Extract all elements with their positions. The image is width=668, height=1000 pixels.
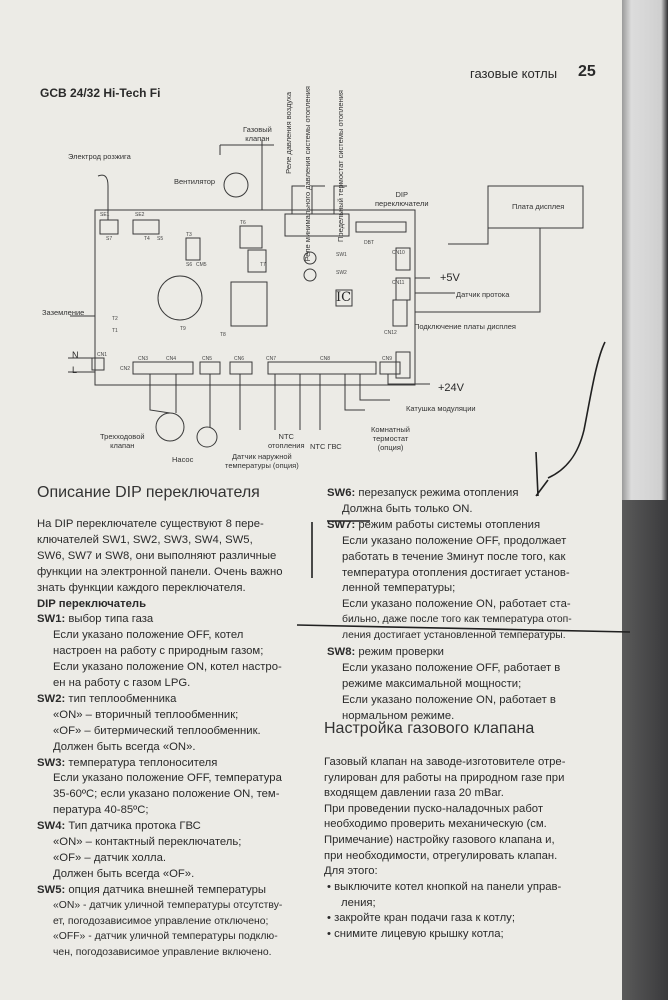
component-code: CM5: [196, 262, 207, 268]
line-text: входящем давлении газа 20 mBar.: [324, 787, 504, 800]
text-line: [53, 786, 279, 802]
label-dip-switches: DIP переключатели: [375, 190, 429, 208]
component-code: T7: [260, 262, 266, 268]
component-code: SW2: [336, 270, 347, 276]
line-text: при необходимости, отрегулировать клапан.: [324, 849, 558, 862]
component-code: S5: [157, 236, 164, 242]
component-code: T3: [186, 232, 192, 238]
line-text: Если указано положение OFF, работает в: [342, 661, 561, 674]
bullet-text: • выключите котел кнопкой на панели управ-: [327, 881, 562, 893]
text-line: [37, 548, 276, 564]
text-line: [37, 516, 264, 532]
text-line: [53, 770, 282, 786]
line-text: ет, погодозависимое управление отключено;: [53, 915, 269, 927]
label-gas-valve: Газовый клапан: [243, 125, 272, 143]
line-text: SW6, SW7 и SW8, они выполняют различные: [37, 549, 277, 562]
text-line: [53, 945, 272, 961]
component-code: CN7: [266, 356, 277, 362]
text-line: [324, 863, 378, 879]
component-code: CN2: [120, 366, 131, 372]
component-code: T6: [240, 220, 246, 226]
line-text: DIP переключатель: [37, 597, 147, 610]
component-code: T8: [220, 332, 226, 338]
switch-line: [327, 485, 518, 501]
three-way-valve-symbol: [156, 413, 184, 441]
line-text: ленной температуры;: [342, 582, 456, 595]
line-text: выбор типа газа: [65, 613, 154, 626]
label-ic: IC: [336, 290, 352, 305]
line-text: ления достигает установленной температуры.: [342, 630, 566, 642]
component-code: CN1: [97, 352, 108, 358]
bullet-text: • закройте кран подачи газа к котлу;: [327, 912, 515, 925]
line-text: «OF» – датчик холла.: [53, 851, 167, 864]
component-code: SE2: [135, 212, 145, 218]
text-line: [53, 659, 282, 675]
component-code: T9: [180, 326, 186, 332]
text-line: [324, 801, 543, 817]
component-code: CN9: [382, 356, 393, 362]
line-text: режим проверки: [355, 646, 444, 658]
line-text: Должен быть всегда «OF».: [53, 867, 195, 880]
component-code: CN3: [138, 356, 149, 362]
switch-code: SW1:: [37, 613, 66, 626]
switch-code: SW5:: [37, 883, 66, 896]
line-text: нормальном режиме.: [342, 709, 455, 722]
component-code: T2: [112, 316, 118, 322]
text-line: [53, 802, 149, 818]
label-display-board: Плата дисплея: [512, 202, 565, 211]
model-title: GCB 24/32 Hi-Tech Fi: [40, 86, 161, 100]
line-text: Если указано положение ON, работает в: [342, 693, 556, 706]
line-text: знать функции каждого переключателя.: [37, 581, 246, 594]
text-line: [37, 532, 253, 548]
text-line: [342, 596, 571, 612]
label-outdoor-sensor: Датчик наружной температуры (опция): [225, 452, 299, 470]
text-line: [342, 501, 473, 517]
component-code: T4: [144, 236, 150, 242]
component-code: CN10: [392, 250, 405, 256]
text-line: [53, 834, 241, 850]
text-line: [342, 692, 556, 708]
line-text: Должен быть всегда «ON».: [53, 740, 196, 753]
text-line: [342, 660, 560, 676]
component-code: CN8: [320, 356, 331, 362]
line-text: работать в течение 3минут после того, как: [342, 550, 566, 563]
pump-symbol: [197, 427, 217, 447]
line-text: гулирован для работы на природном газе при: [324, 771, 565, 784]
switch-line: [37, 882, 266, 898]
text-line: [53, 675, 190, 691]
line-text: тип теплообменника: [65, 692, 177, 705]
switch-code: SW4:: [37, 820, 66, 833]
text-line: [342, 533, 566, 549]
label-plus-24v: +24V: [438, 382, 464, 394]
line-text: чен, погодозависимое управление включено.: [53, 947, 272, 959]
component-code: T1: [112, 328, 118, 334]
label-three-way-valve: Трехходовой клапан: [100, 432, 145, 450]
text-line: [324, 816, 547, 832]
text-line: [53, 643, 263, 659]
text-line: [53, 723, 261, 739]
label-modulation-coil: Катушка модуляции: [406, 404, 476, 413]
text-line: [53, 929, 278, 945]
line-text: На DIP переключателе существуют 8 пере-: [37, 518, 264, 530]
label-display-connection: Подключение платы дисплея: [414, 322, 516, 331]
dip-heading: Описание DIP переключателя: [37, 484, 260, 501]
bullet-text: • снимите лицевую крышку котла;: [327, 927, 504, 940]
line-text: пература 40-85ºC;: [53, 804, 149, 817]
component-code: CN11: [392, 280, 405, 286]
line-text: функции на электронной панели. Очень важно: [37, 565, 283, 578]
label-l: L: [72, 365, 78, 375]
text-line: [324, 770, 564, 786]
line-text: Должна быть только ON.: [342, 502, 473, 515]
line-text: «OFF» - датчик уличной температуры подклю-: [53, 931, 278, 943]
line-text: Примечание) настройку газового клапана и,: [324, 834, 555, 846]
line-text: Тип датчика протока ГВС: [65, 820, 201, 833]
switch-line: [37, 818, 201, 834]
text-line: [53, 898, 282, 914]
text-line: [37, 564, 282, 580]
label-ignition-electrode: Электрод розжига: [68, 152, 131, 161]
line-text: режиме максимальной мощности;: [342, 677, 522, 690]
line-text: Если указано положение OFF, котел: [53, 629, 244, 642]
text-line: [53, 850, 166, 866]
bullet-line: [341, 895, 376, 911]
switch-code: SW3:: [37, 756, 66, 769]
line-text: температура отопления достигает установ-: [342, 566, 570, 579]
text-line: [342, 628, 566, 644]
label-ntc-heating: NTC отопления: [268, 432, 305, 450]
line-text: настроен на работу с природным газом;: [53, 645, 264, 658]
line-text: опция датчика внешней температуры: [65, 883, 267, 896]
line-text: «ON» – вторичный теплообменник;: [53, 708, 239, 721]
switch-code: SW2:: [37, 692, 66, 705]
line-text: Если указано положение ON, работает ста-: [342, 598, 571, 611]
text-line: [53, 627, 243, 643]
component-code: DBT: [364, 240, 374, 246]
switch-line: [37, 691, 176, 707]
component-code: CN12: [384, 330, 397, 336]
label-pump: Насос: [172, 455, 194, 464]
label-air-pressure-relay: Реле давления воздуха: [284, 92, 293, 174]
label-limit-thermostat: Предельный термостат системы отопления: [336, 90, 345, 242]
text-line: [53, 866, 194, 882]
line-text: Для этого:: [324, 865, 378, 878]
text-line: [53, 707, 238, 723]
line-text: Если указано положение ON, котел настро-: [53, 661, 282, 674]
line-text: ен на работу с газом LPG.: [53, 677, 191, 689]
text-line: [53, 914, 268, 930]
capacitor-c7: [158, 276, 202, 320]
text-line: [342, 580, 455, 596]
line-text: «OF» – битермический теплообменник.: [53, 724, 261, 737]
page-number: 25: [578, 63, 596, 80]
component-code: SW1: [336, 252, 347, 258]
line-text: «ON» - датчик уличной температуры отсутству-: [53, 899, 283, 911]
text-line: [342, 549, 565, 565]
text-line: [37, 580, 246, 596]
component-code: CN5: [202, 356, 213, 362]
label-room-thermostat: Комнатный термостат (опция): [371, 425, 411, 452]
line-text: Газовый клапан на заводе-изготовителе отре-: [324, 756, 566, 768]
text-line: [324, 785, 504, 801]
line-text: Если указано положение OFF, температура: [53, 772, 282, 785]
line-text: необходимо проверить механическую (см.: [324, 818, 547, 831]
component-code: SE1: [100, 212, 110, 218]
bullet-text: ления;: [341, 896, 376, 909]
text-line: [53, 739, 196, 755]
bullet-line: [327, 879, 561, 895]
bullet-line: [327, 910, 515, 926]
text-line: [324, 832, 555, 848]
bullet-line: [327, 926, 504, 942]
line-text: бильно, даже после того как температура отоп-: [342, 614, 572, 626]
label-fan: Вентилятор: [174, 177, 216, 186]
switch-code: SW7:: [327, 518, 356, 531]
line-text: Если указано положение OFF, продолжает: [342, 534, 567, 547]
line-text: режим работы системы отопления: [355, 518, 541, 531]
label-flow-sensor: Датчик протока: [456, 290, 510, 299]
fan-symbol: [224, 173, 248, 197]
line-text: ключателей SW1, SW2, SW3, SW4, SW5,: [37, 533, 253, 546]
text-line: [342, 612, 572, 628]
text-line: [342, 676, 521, 692]
switch-line: [37, 755, 217, 771]
label-min-pressure-relay: Реле минимального давления системы отопления: [303, 86, 312, 262]
component-code: CN4: [166, 356, 177, 362]
switch-code: SW8:: [327, 646, 356, 658]
label-ntc-dhw: NTC ГВС: [310, 442, 342, 451]
text-line: [37, 596, 146, 612]
switch-line: [327, 644, 444, 660]
text-line: [342, 565, 570, 581]
text-line: [324, 754, 565, 770]
line-text: «ON» – контактный переключатель;: [53, 836, 242, 848]
transformer: [231, 282, 267, 326]
text-line: [324, 848, 557, 864]
component-code: CN6: [234, 356, 245, 362]
label-plus-5v: +5V: [440, 272, 460, 284]
switch-line: [327, 517, 540, 533]
section-title: газовые котлы: [470, 66, 558, 81]
label-n: N: [72, 350, 79, 360]
line-text: При проведении пуско-наладочных работ: [324, 802, 544, 815]
line-text: 35-60ºC; если указано положение ON, тем-: [53, 788, 280, 801]
label-ground: Заземление: [42, 308, 85, 317]
switch-code: SW6:: [327, 487, 356, 499]
component-code: S6: [186, 262, 193, 268]
component-code: S7: [106, 236, 113, 242]
line-text: перезапуск режима отопления: [355, 487, 519, 499]
switch-line: [37, 611, 153, 627]
line-text: температура теплоносителя: [65, 756, 218, 769]
gas-valve-heading: Настройка газового клапана: [324, 720, 535, 737]
